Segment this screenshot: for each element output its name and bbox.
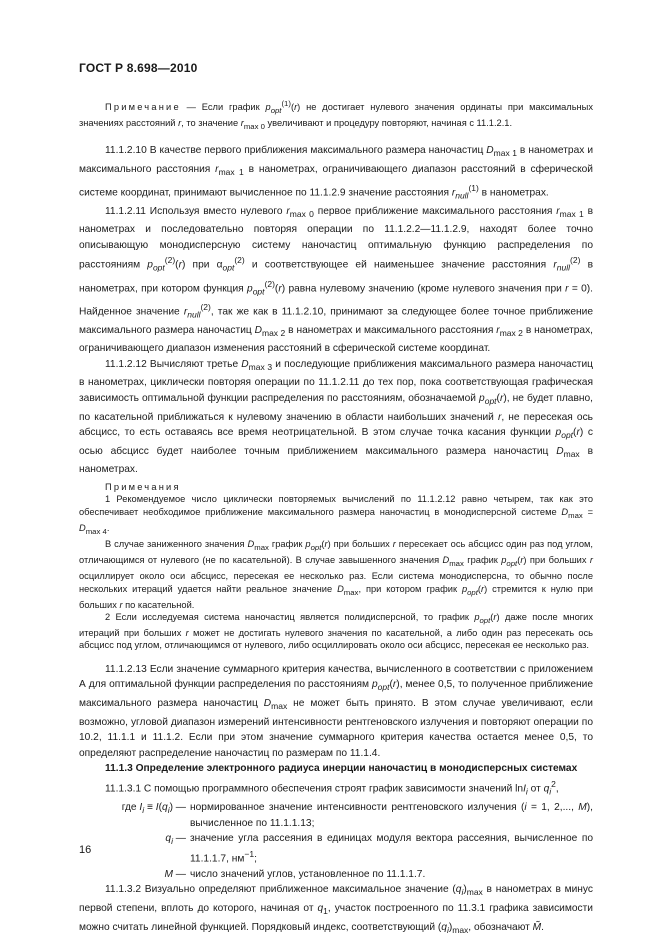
where-item-q xyxy=(79,831,593,867)
where-M-label: M — xyxy=(164,868,186,880)
paragraph-11-1-2-13: 11.1.2.13 Если значение суммарного критерия качества, вычисленного в соответствии с приложением А для оптимальной функции распределения по расстояниям $p_{opt}(r)$, менее 0,5, то полученное приближение максимального размера наночастиц $D_{max}$ не может быть принято. В этом случае увеличивают, если возможно, угловой диапазон измерений интенсивности рентгеновского излучения и повторяют операции по 10.2, 11.1.1 и 11.1.2. Если при этом значение суммарного критерия качества остается менее 0,5, то определяют распределение наночастиц по размерам по 11.1.4. xyxy=(79,663,593,759)
document-body xyxy=(79,98,593,938)
note-0: Примечание — Если график $p_{opt}^{(1)}(r)$ не достигает нулевого значения ординаты при максимальных значениях расстояний r, то значение $r_{max 0}$ увеличивают и процедуру повторяют, начиная с 11.1.2.1. xyxy=(79,99,594,132)
note-2: 2 Если исследуемая система наночастиц является полидисперсной, то график $p_{opt}(r)$ даже после многих итераций при больших r может не достигать нулевого значения по касательной, а либо один раз пересекать ось абсцисс под углом, отличающимся от нулевого, либо осциллировать около оси абсцисс, пересекая ее несколько раз. xyxy=(79,612,593,651)
where-q-text: значение угла рассеяния в единицах модуля вектора рассеяния, вычисленное по 11.1.1.7, $нм^{-1}$; xyxy=(190,833,593,865)
where-I-text: нормированное значение интенсивности рентгеновского излучения (i = 1, 2,..., M), вычисленное по 11.1.1.13; xyxy=(190,801,593,829)
paragraph-11-1-3-2: 11.1.3.2 Визуально определяют приближенное максимальное значение $(q_i)_{max}$ в нанометрах в минус первой степени, вплоть до которого, начиная от $q_1$, участок построенного по 11.3.1 графика зависимости можно считать линейной функцией. Порядковый индекс, соответствующий $(q_i)_{max}$, обозначают M̃. xyxy=(79,884,593,935)
page-number: 16 xyxy=(79,844,92,856)
document-header: ГОСТ Р 8.698—2010 xyxy=(79,61,198,75)
where-M-text: число значений углов, установленное по 11.1.1.7. xyxy=(190,868,426,880)
heading-11-1-3: 11.1.3 Определение электронного радиуса инерции наночастиц в монодисперсных системах xyxy=(105,763,578,775)
paragraph-11-1-3-1: 11.1.3.1 С помощью программного обеспечения строят график зависимости значений lnI$_i$ от $q_i^2$, xyxy=(105,778,559,797)
notes-block xyxy=(79,481,593,652)
paragraph-11-1-2-10: 11.1.2.10 В качестве первого приближения максимального размера наночастиц $D_{max 1}$ в нанометрах и максимального расстояния $r_{max 1}$ в нанометрах, ограничивающего диапазон расстояний в сферической системе координат, принимают вычисленное по 11.1.2.9 значение расстояния $r_{null}^{(1)}$ в нанометрах. xyxy=(79,145,594,201)
where-q-label: $q_i$ — xyxy=(165,833,186,847)
where-item-I xyxy=(79,800,593,831)
where-I-label: где $I_i \equiv I(q_i)$ — xyxy=(121,801,186,816)
paragraph-11-1-2-12: 11.1.2.12 Вычисляют третье $D_{max 3}$ и последующие приближения максимального размера наночастиц в нанометрах, циклически повторяя операции по 11.1.2.11 до тех пор, пока соответствующая графическая зависимость оптимальной функции распределения по расстояниям, обозначаемой $p_{opt}(r)$, не будет плавно, по касательной приближаться к нулевому значению в области наибольших значений r, не пересекая ось абсцисс, то есть оставаясь все время неотрицательной. В этом случае точка касания функции $p_{opt}(r)$ с осью абсцисс будет наиболее точным приближением максимального размера наночастиц $D_{max}$ в нанометрах. xyxy=(79,358,593,476)
note-1a: 1 Рекомендуемое число циклически повторяемых вычислений по 11.1.2.12 равно четырем, так как это обеспечивает необходимое приближение максимального размера наночастиц в монодисперсной системе $D_{max} = D_{max 4}$. xyxy=(79,494,593,536)
paragraph-11-1-2-11: 11.1.2.11 Используя вместо нулевого $r_{max 0}$ первое приближение максимального расстояния $r_{max 1}$ в нанометрах и последовательно повторяя операции по 11.1.2.2—11.1.2.9, находят более точно описывающую монодисперсную систему наночастиц оптимальную функцию распределения по расстояниям $p_{opt}^{(2)}(r)$ при $\alpha_{opt}^{(2)}$ и соответствующее ей наименьшее значение расстояния $r_{null}^{(2)}$ в нанометрах, при котором функция $p_{opt}^{(2)}(r)$ равна нулевому значению (кроме нулевого значения при r = 0). Найденное значение $r_{null}^{(2)}$, так же как в 11.1.2.10, принимают за следующее более точное приближение максимального размера наночастиц $D_{max 2}$ в нанометрах и максимального расстояния $r_{max 2}$ в нанометрах, ограничивающего диапазон изменения расстояний в сферической системе координат. xyxy=(79,205,594,355)
note-1b: В случае заниженного значения $D_{max}$ график $p_{opt}(r)$ при больших r пересекает ось абсцисс один раз под углом, отличающимся от нулевого (не по касательной). В случае завышенного значения $D_{max}$ график $p_{opt}(r)$ при больших r осциллирует около оси абсцисс, пересекая ее несколько раз. Если система монодисперсна, то обычно после нескольких итераций удается найти реальное значение $D_{max}$, при котором график $p_{opt}(r)$ стремится к нулю при больших r по касательной. xyxy=(79,538,594,610)
notes-title: Примечания xyxy=(105,482,181,493)
where-item-M xyxy=(79,867,593,883)
